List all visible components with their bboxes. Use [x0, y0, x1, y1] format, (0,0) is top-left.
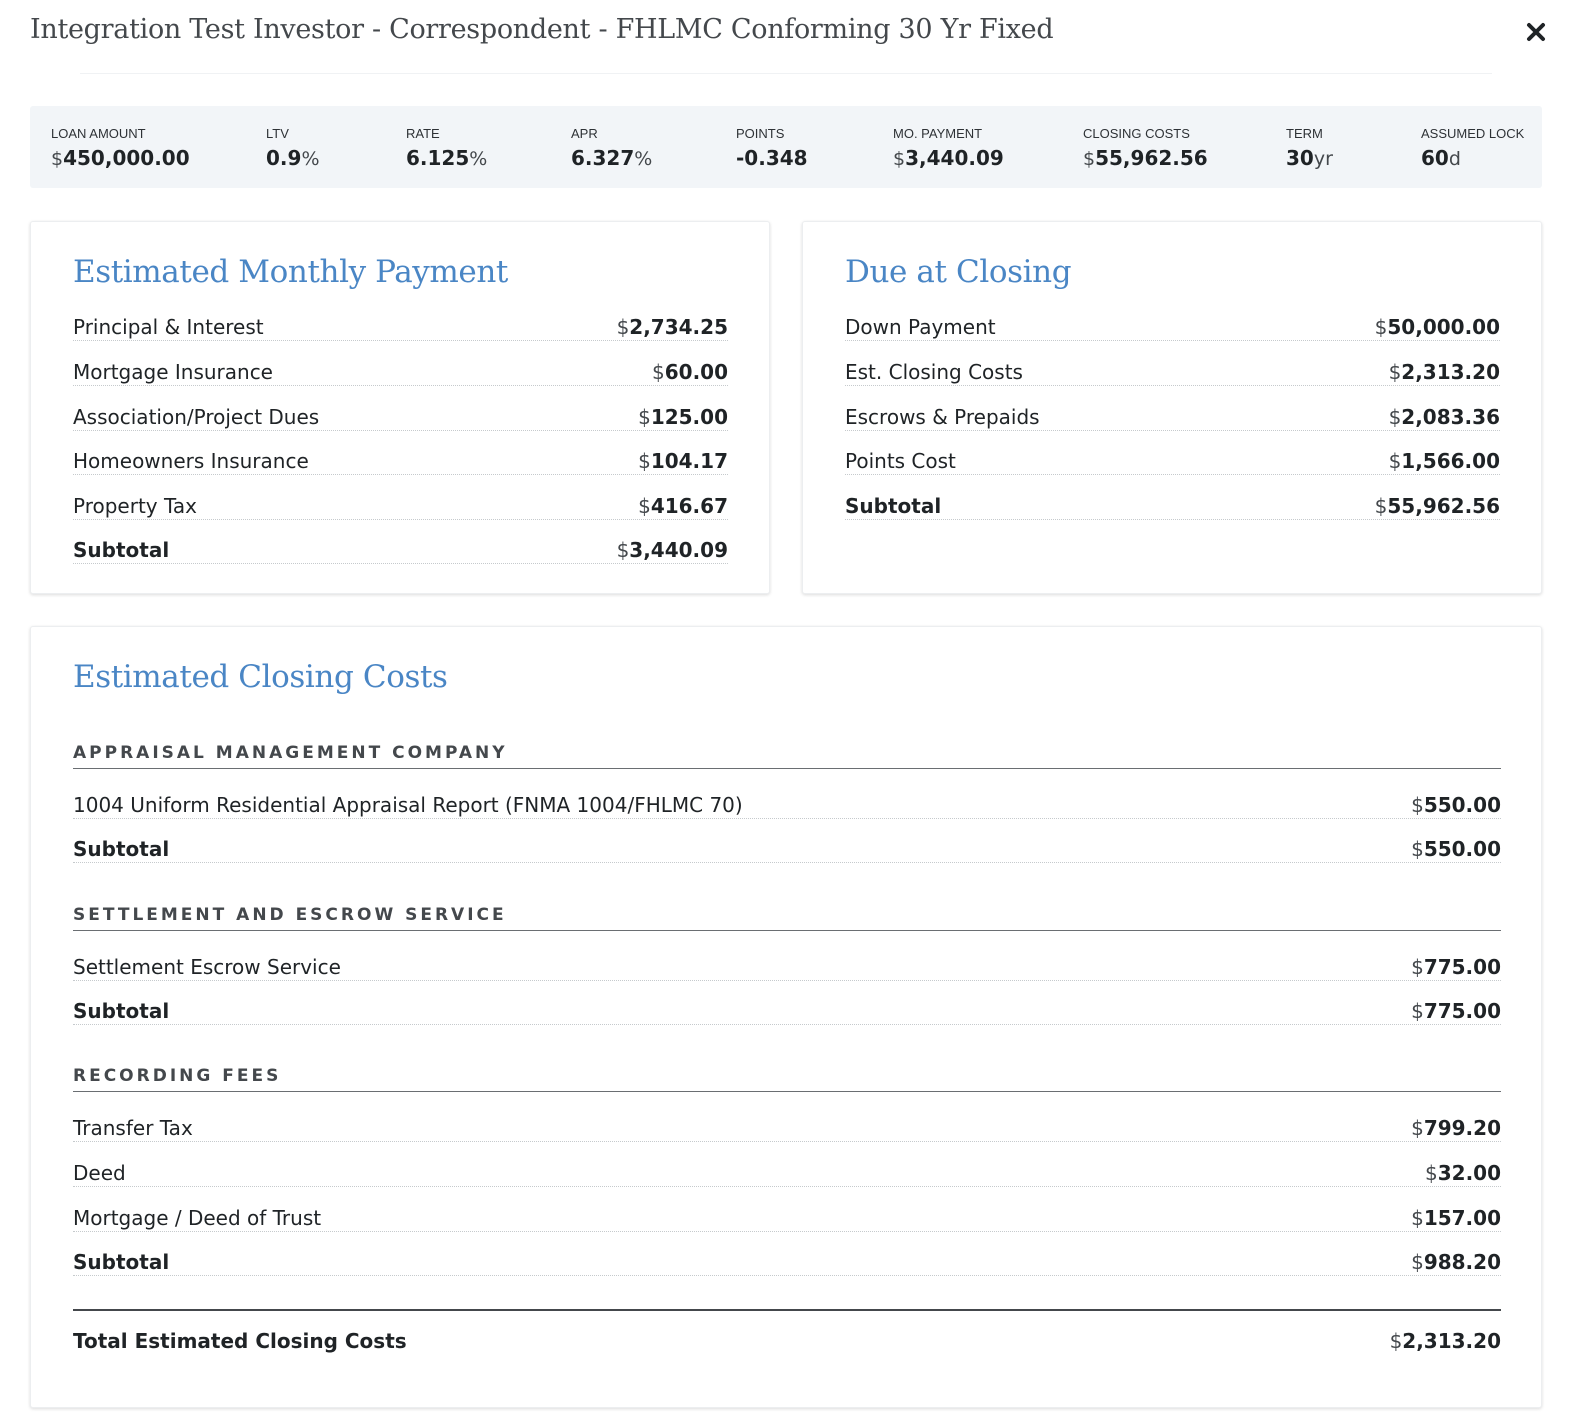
total-amount: $2,313.20 — [1389, 1329, 1501, 1353]
section-heading-recording-fees: RECORDING FEES — [73, 1054, 1501, 1092]
subtotal-label: Subtotal — [845, 494, 942, 518]
summary-label: ASSUMED LOCK — [1421, 126, 1525, 141]
summary-label: TERM — [1286, 126, 1323, 141]
summary-value: 6.125% — [406, 146, 488, 170]
summary-label: MO. PAYMENT — [893, 126, 983, 141]
subtotal-label: Subtotal — [73, 999, 170, 1023]
due-at-closing-heading: Due at Closing — [845, 254, 1072, 290]
line-item-row — [845, 308, 1500, 341]
summary-label: RATE — [406, 126, 440, 141]
summary-assumed-lock — [1421, 126, 1524, 170]
line-item-label: Escrows & Prepaids — [845, 405, 1040, 429]
line-item-label: Principal & Interest — [73, 315, 264, 339]
line-item-amount: $550.00 — [1411, 793, 1501, 817]
summary-value: 0.9% — [266, 146, 320, 170]
line-item-row — [73, 353, 728, 386]
summary-value: 60d — [1421, 146, 1461, 170]
line-item-amount: $2,313.20 — [1388, 360, 1500, 384]
line-item-amount: $104.17 — [638, 449, 728, 473]
summary-label: LTV — [266, 126, 289, 141]
subtotal-amount: $55,962.56 — [1374, 494, 1500, 518]
close-button[interactable] — [1520, 16, 1552, 48]
line-item-amount: $50,000.00 — [1374, 315, 1500, 339]
line-item-amount: $32.00 — [1425, 1161, 1501, 1185]
summary-label: LOAN AMOUNT — [51, 126, 146, 141]
loan-summary-bar — [30, 106, 1542, 188]
subtotal-amount: $3,440.09 — [616, 538, 728, 562]
summary-label: CLOSING COSTS — [1083, 126, 1190, 141]
line-item-row — [73, 786, 1501, 819]
line-item-row — [845, 442, 1500, 475]
subtotal-amount: $988.20 — [1411, 1250, 1501, 1274]
summary-term — [1286, 126, 1333, 170]
due-at-closing-card — [802, 221, 1542, 594]
line-item-label: Points Cost — [845, 449, 956, 473]
summary-value: 6.327% — [571, 146, 653, 170]
closing-costs-card — [30, 626, 1542, 1408]
summary-points — [736, 126, 808, 170]
summary-label: APR — [571, 126, 598, 141]
summary-value: 30yr — [1286, 146, 1333, 170]
summary-mo-payment — [893, 126, 1004, 170]
line-item-row — [845, 398, 1500, 431]
section-heading-appraisal: APPRAISAL MANAGEMENT COMPANY — [73, 731, 1501, 769]
monthly-payment-heading: Estimated Monthly Payment — [73, 254, 508, 290]
subtotal-row — [73, 531, 728, 564]
subtotal-label: Subtotal — [73, 837, 170, 861]
line-item-amount: $1,566.00 — [1388, 449, 1500, 473]
close-icon — [1526, 22, 1546, 42]
section-heading-settlement: SETTLEMENT AND ESCROW SERVICE — [73, 893, 1501, 931]
line-item-label: Mortgage / Deed of Trust — [73, 1206, 322, 1230]
summary-value: -0.348 — [736, 146, 808, 170]
total-row — [73, 1329, 1501, 1353]
monthly-payment-card — [30, 221, 770, 594]
subtotal-amount: $550.00 — [1411, 837, 1501, 861]
line-item-label: Association/Project Dues — [73, 405, 320, 429]
subtotal-label: Subtotal — [73, 1250, 170, 1274]
summary-value: $450,000.00 — [51, 146, 190, 170]
summary-value: $55,962.56 — [1083, 146, 1208, 170]
summary-rate — [406, 126, 487, 170]
line-item-label: Property Tax — [73, 494, 197, 518]
line-item-row — [73, 442, 728, 475]
page-title: Integration Test Investor - Correspondent - FHLMC Conforming 30 Yr Fixed — [30, 14, 1054, 45]
line-item-label: 1004 Uniform Residential Appraisal Report (FNMA 1004/FHLMC 70) — [73, 793, 743, 817]
line-item-amount: $416.67 — [638, 494, 728, 518]
header-divider — [80, 73, 1492, 74]
summary-value: $3,440.09 — [893, 146, 1004, 170]
line-item-label: Homeowners Insurance — [73, 449, 309, 473]
line-item-row — [73, 398, 728, 431]
line-item-label: Settlement Escrow Service — [73, 955, 341, 979]
line-item-row — [73, 487, 728, 520]
subtotal-row — [845, 487, 1500, 520]
line-item-amount: $125.00 — [638, 405, 728, 429]
line-item-amount: $157.00 — [1411, 1206, 1501, 1230]
summary-ltv — [266, 126, 320, 170]
summary-label: POINTS — [736, 126, 785, 141]
line-item-amount: $60.00 — [652, 360, 728, 384]
line-item-row — [73, 308, 728, 341]
line-item-row — [73, 1199, 1501, 1232]
subtotal-amount: $775.00 — [1411, 999, 1501, 1023]
closing-costs-heading: Estimated Closing Costs — [73, 659, 448, 695]
summary-apr — [571, 126, 652, 170]
line-item-amount: $799.20 — [1411, 1116, 1501, 1140]
line-item-label: Mortgage Insurance — [73, 360, 273, 384]
subtotal-label: Subtotal — [73, 538, 170, 562]
line-item-row — [73, 1109, 1501, 1142]
subtotal-row — [73, 992, 1501, 1025]
line-item-amount: $775.00 — [1411, 955, 1501, 979]
line-item-row — [845, 353, 1500, 386]
subtotal-row — [73, 1243, 1501, 1276]
line-item-row — [73, 948, 1501, 981]
summary-closing-costs — [1083, 126, 1208, 170]
line-item-row — [73, 1154, 1501, 1187]
line-item-amount: $2,734.25 — [616, 315, 728, 339]
line-item-label: Transfer Tax — [73, 1116, 193, 1140]
total-label: Total Estimated Closing Costs — [73, 1329, 407, 1353]
line-item-amount: $2,083.36 — [1388, 405, 1500, 429]
total-divider — [73, 1309, 1501, 1311]
line-item-label: Est. Closing Costs — [845, 360, 1023, 384]
line-item-label: Deed — [73, 1161, 126, 1185]
line-item-label: Down Payment — [845, 315, 996, 339]
subtotal-row — [73, 830, 1501, 863]
summary-loan-amount — [51, 126, 190, 170]
